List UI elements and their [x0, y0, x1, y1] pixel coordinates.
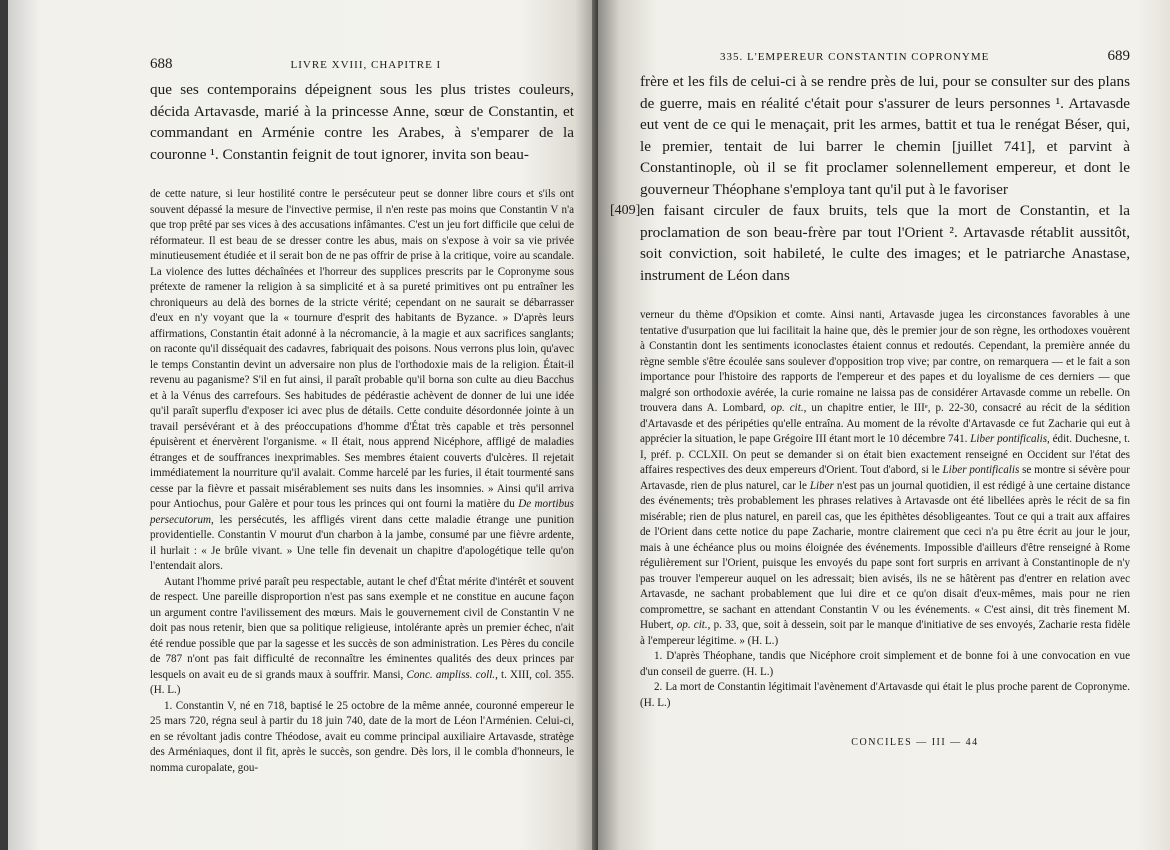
- right-main-text-b: en faisant circuler de faux bruits, tels que la mort de Constantin, et la proclamation de son beau-frère par tout l'Orient ². Artavasde rétablit aussitôt, soit conviction, soit habileté, le culte des images; et le patriarche Anastase, instrument de Léon dans: [640, 202, 1130, 284]
- left-note-text-1: de cette nature, si leur hostilité contre le persécuteur peut se donner libre cours et s'ils ont souvent dépassé la mesure de l'invective permise, il n'en reste pas moins que Constantin V n'a que trop prêté par ses vices à des accusations infâmantes. C'est un jeu fort difficile que celui de réformateur. Il est beau de se dresser contre les abus, mais on s'expose à voir sa vie privée minutieusement étudiée et il serait bon de ne pas offrir de prise à la critique, voire au scandale. La violence des luttes déchaînées et l'horreur des supplices prescrits par le Copronyme sous prétexte de ramener la religion à sa simplicité et à sa pureté primitives ont pu entraîner les chroniqueurs au delà des bornes de la stricte vérité; cependant on ne saurait se débarrasser d'eux en n'y voyant que la « tournure d'esprit des habitants de Byzance. » D'après leurs affirmations, Constantin était adonné à la nécromancie, à la magie et aux sacrifices sanglants; on raconte qu'il disséquait des cadavres, fabriquait des poisons. Nous verrons plus loin, qu'avec le temps Constantin devint un adversaire non plus de l'orthodoxie mais de la religion. Était-il revenu au paganisme? S'il en fut ainsi, il paraît probable qu'il borna son culte au dieu Bacchus et à la Vénus des carrefours. Ses habitudes de pédérastie achèvent de donner de lui une idée qu'il paraît superflu d'exposer ici avec plus de détails. Cette conduite désordonnée jointe à un travail persévérant et à des préoccupations d'homme d'État très capable et très personnel épuisèrent et énervèrent l'organisme. « Il était, nous apprend Nicéphore, affligé de maladies étranges et de souffrances inexprimables. Ses membres étaient couverts d'ulcères. Il rejetait immédiatement la nourriture qu'il avalait. Comme harcelé par les furies, il était tourmenté sans cesse par la fièvre et passait misérablement ses nuits dans les insomnies. » Ainsi qu'il arriva pour Antiochus, pour Galère et pour tous les princes qui ont fourni la matière du: [150, 188, 574, 510]
- right-note-1c: , édit. Duchesne, t. I, préf. p. CCLXII. On peut se demander si on était bien exactement renseigné en Occident sur l'état des affaires respectives des deux empereurs d'Orient. Tout d'abord, si le: [640, 433, 1130, 476]
- right-note-italic-d: Liber: [809, 479, 834, 492]
- right-page-number: 689: [1107, 48, 1130, 64]
- right-note-italic-c: Liber pontificalis: [942, 464, 1020, 476]
- right-main-paragraph-a: frère et les fils de celui-ci à se rendre près de lui, pour se consulter sur des plans de guerre, mais en réalité c'était pour s'assurer de leurs personnes ¹. Artavasde eut vent de ce qui le menaçait, prit les armes, battit et tua le renégat Béser, qui, le premier, tentait de lui barrer le chemin [juillet 741], et parvint à Constantinople, où il se fit proclamer solennellement empereur, et dont le gouverneur Théophane s'employa tant qu'il put à le favoriser: [640, 73, 1130, 198]
- left-note-p2b: , t. XIII, col. 355. (H. L.): [150, 668, 574, 696]
- left-note-italic: De mortibus persecutorum: [150, 498, 575, 526]
- right-note-1b: , un chapitre entier, le IIIᵉ, p. 22-30, consacré au récit de la sédition d'Artavasde et des péripéties qu'elle entraîna. Au moment de la révolte d'Artavasde ce fut Zacharie qui eut à apprécier la situation, le pape Grégoire III étant mort le 10 décembre 741.: [640, 402, 1130, 445]
- left-footnote-1: 1. Constantin V, né en 718, baptisé le 25 octobre de la même année, couronné empereur le 25 mars 720, régna seul à partir du 18 juin 740, date de la mort de Léon l'Arménien. Celui-ci, en se révoltant jadis contre Théodose, avait eu comme principal auxiliaire Artavasde, stratège des Arméniaques, dont il fit, après le succès, son gendre. Dès lors, il le combla d'honneurs, le nomma curopalate, gou-: [150, 699, 574, 774]
- right-main-paragraph-b: [610, 200, 1130, 286]
- right-main-text: [610, 71, 1130, 286]
- margin-marker: [409]: [610, 203, 641, 218]
- left-main-paragraph: que ses contemporains dépeignent sous les plus tristes couleurs, décida Artavasde, marié à la princesse Anne, sœur de Constantin, et commandant en Arménie contre les Arabes, à s'emparer de la couronne ¹. Constantin feignit de tout ignorer, invita son beau-: [150, 81, 574, 163]
- right-note-1d: se montre si sévère pour Artavasde, rien de plus naturel, car le: [640, 464, 1130, 492]
- right-note-1f: , p. 33, que, soit à dessein, soit par le manque d'initiative de ses envoyés, Zacharie resta fidèle à l'empereur légitime. » (H. L.): [640, 619, 1130, 647]
- left-notes: [150, 187, 574, 776]
- left-note-text-2: , les persécutés, les affligés virent dans cette maladie étrange une punition providentielle. Constantin V mourut d'un charbon à la jambe, consumé par une fièvre ardente, il hurlait : « Je brûle vivant. » Une telle fin devenait un chapitre d'apologétique telle qu'on l'entendait alors.: [150, 513, 574, 572]
- right-notes: [640, 308, 1130, 711]
- signature-footer: CONCILES — III — 44: [851, 737, 979, 748]
- right-note-italic-a: op. cit.: [770, 402, 804, 414]
- left-page-number: 688: [150, 56, 173, 72]
- right-note-italic-e: op. cit.: [676, 619, 708, 631]
- right-note-continuation: [640, 308, 1130, 649]
- left-running-head: [150, 56, 574, 73]
- right-page: [598, 0, 1170, 850]
- right-note-italic-b: Liber pontificalis: [970, 433, 1048, 445]
- right-running-head: [640, 48, 1130, 65]
- left-note-p2-italic: Conc. ampliss. coll.: [406, 668, 496, 681]
- right-footnote-1: 1. D'après Théophane, tandis que Nicéphore croit simplement et de bonne foi à une convocation en vue d'un conseil de guerre. (H. L.): [640, 650, 1130, 678]
- right-running-title: 335. L'EMPEREUR CONSTANTIN COPRONYME: [720, 51, 990, 63]
- left-note-p2a: Autant l'homme privé paraît peu respectable, autant le chef d'État mérite d'intérêt et souvent de respect. Une pareille disproportion n'est pas sans exemple et ne constitue en aucune façon un argument contre l'avilissement des mœurs. Mais le gouvernement civil de Constantin V ne doit pas nous retenir, bien que sa politique religieuse, intolérante après un premier échec, n'ait été rendue possible que par la sagesse et les succès de son administration. Les Pères du concile de 787 n'ont pas fait difficulté de reconnaître les éminentes qualités des deux princes par lesquels on avait eu de si grands maux à souffrir. Mansi,: [150, 575, 574, 681]
- left-main-text: [150, 79, 574, 165]
- right-note-1e: n'est pas un journal quotidien, il est rédigé à une certaine distance des événements; très probablement les phrases relatives à Artavasde ont été libellées après le récit de sa fin misérable; rien de plus naturel, en pareil cas, que les épithètes désobligeantes. Tout ce qui a trait aux affaires de l'Orient dans cette notice du pape Zacharie, montre clairement que ceci n'a pu être écrit au jour le jour, mais à une échéance plus ou moins éloignée des événements. Impossible d'ailleurs d'être renseigné à Rome régulièrement sur l'Orient, puisque les envoyés du pape sont fort surpris en arrivant à Constantinople de n'y pas trouver l'empereur auquel on les adressait; bien avisés, ils ne se hâtèrent pas d'entrer en relation avec Artavasde, ne sachant probablement que lui dire et ce qu'on disait d'eux-mêmes, mais pour ne rien compromettre, se sachant en attendant Constantin V ou les événements. « C'est ainsi, dit très finement M. Hubert,: [640, 479, 1131, 631]
- left-running-title: LIVRE XVIII, CHAPITRE I: [290, 59, 442, 71]
- left-note-paragraph-2: [150, 575, 574, 699]
- right-footnote-2: 2. La mort de Constantin légitimait l'avènement d'Artavasde qui était le plus proche parent de Copronyme. (H. L.): [640, 681, 1130, 709]
- right-note-1a: verneur du thème d'Opsikion et comte. Ainsi nanti, Artavasde jugea les circonstances favorables à une tentative d'usurpation que lui facilitait la haine que, dès le premier jour de son règne, les orthodoxes vouèrent à Constantin dont les sentiments iconoclastes étaient connus et redoutés. Cependant, la première année du règne semble s'être écoulée sans soulever d'opposition trop vive; par contre, on remarquera — et le fait a son importance pour l'histoire des rapports de l'empereur et des papes et du loyalisme de ces derniers — que malgré son orthodoxie avérée, la curie romaine ne laissa pas de considérer Artavasde comme un rebelle. On trouvera dans A. Lombard,: [640, 309, 1130, 414]
- left-note-continuation: [150, 187, 574, 575]
